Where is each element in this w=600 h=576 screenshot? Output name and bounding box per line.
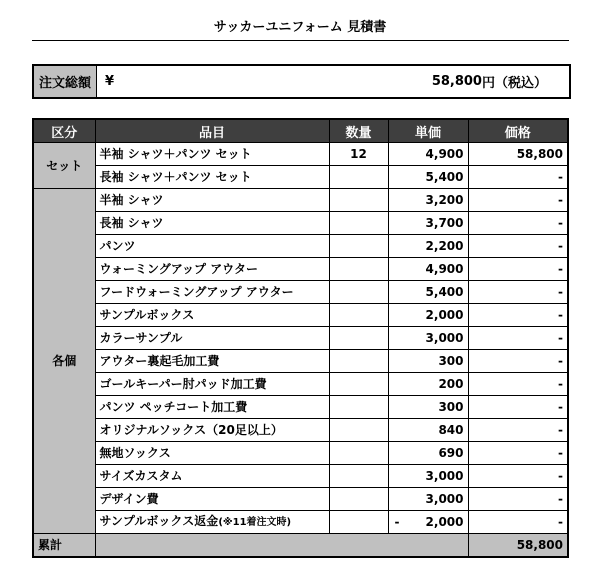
price-cell: - — [468, 189, 568, 212]
unit-price-cell: 200 — [388, 373, 468, 396]
item-cell — [95, 511, 329, 534]
table-row — [33, 419, 568, 442]
estimate-table — [32, 118, 569, 558]
unit-price-cell: 2,000 — [388, 304, 468, 327]
price-cell: - — [468, 465, 568, 488]
unit-price-cell: 4,900 — [388, 258, 468, 281]
item-cell: パンツ ペッチコート加工費 — [95, 396, 329, 419]
unit-price-cell: 840 — [388, 419, 468, 442]
order-total-amount — [165, 66, 569, 97]
grand-total-row — [33, 534, 568, 558]
item-cell: 半袖 シャツ — [95, 189, 329, 212]
quantity-cell[interactable] — [329, 511, 388, 534]
table-row — [33, 281, 568, 304]
category-cell: 各個 — [33, 189, 95, 534]
price-cell: - — [468, 442, 568, 465]
unit-price-cell: 3,000 — [388, 327, 468, 350]
item-cell: パンツ — [95, 235, 329, 258]
estimate-table-body — [33, 143, 568, 558]
grand-total-spacer — [95, 534, 468, 558]
currency-symbol: ¥ — [105, 74, 115, 89]
item-cell: オリジナルソックス（20足以上） — [95, 419, 329, 442]
quantity-cell[interactable] — [329, 189, 388, 212]
item-cell: 長袖 シャツ — [95, 212, 329, 235]
item-cell: ウォーミングアップ アウター — [95, 258, 329, 281]
item-cell: カラーサンプル — [95, 327, 329, 350]
quantity-cell[interactable] — [329, 166, 388, 189]
item-cell: ゴールキーパー肘パッド加工費 — [95, 373, 329, 396]
title-underline — [32, 40, 569, 41]
item-cell: サンプルボックス — [95, 304, 329, 327]
table-row — [33, 166, 568, 189]
unit-price-cell: 5,400 — [388, 166, 468, 189]
table-row — [33, 373, 568, 396]
price-cell: 58,800 — [468, 143, 568, 166]
quantity-cell[interactable] — [329, 373, 388, 396]
item-cell: 半袖 シャツ＋パンツ セット — [95, 143, 329, 166]
table-row — [33, 350, 568, 373]
table-row — [33, 442, 568, 465]
quantity-cell[interactable] — [329, 281, 388, 304]
quantity-cell[interactable] — [329, 488, 388, 511]
unit-price-cell: 300 — [388, 396, 468, 419]
header-price: 価格 — [468, 119, 568, 143]
table-row — [33, 189, 568, 212]
quantity-cell[interactable] — [329, 327, 388, 350]
table-header-row — [33, 119, 568, 143]
header-quantity: 数量 — [329, 119, 388, 143]
price-cell: - — [468, 235, 568, 258]
refund-item-note: (※11着注文時) — [218, 517, 292, 528]
price-cell: - — [468, 396, 568, 419]
unit-price-cell: 3,000 — [388, 488, 468, 511]
quantity-cell[interactable] — [329, 442, 388, 465]
quantity-cell[interactable] — [329, 235, 388, 258]
header-item: 品目 — [95, 119, 329, 143]
table-row — [33, 143, 568, 166]
quantity-cell[interactable] — [329, 258, 388, 281]
quantity-cell[interactable] — [329, 419, 388, 442]
table-row — [33, 396, 568, 419]
quantity-cell[interactable] — [329, 465, 388, 488]
grand-total-label: 累計 — [33, 534, 95, 558]
item-cell: アウター裏起毛加工費 — [95, 350, 329, 373]
table-row — [33, 212, 568, 235]
item-cell: フードウォーミングアップ アウター — [95, 281, 329, 304]
quantity-cell[interactable] — [329, 350, 388, 373]
category-cell: セット — [33, 143, 95, 189]
grand-total-amount: 58,800 — [468, 534, 568, 558]
price-cell: - — [468, 258, 568, 281]
price-cell: - — [468, 304, 568, 327]
order-total-value: 58,800 — [431, 74, 482, 89]
table-row — [33, 488, 568, 511]
price-cell: - — [468, 419, 568, 442]
minus-sign: - — [394, 515, 400, 529]
table-row — [33, 235, 568, 258]
header-unit-price: 単価 — [388, 119, 468, 143]
price-cell: - — [468, 350, 568, 373]
unit-price-cell: 4,900 — [388, 143, 468, 166]
unit-price-cell — [388, 511, 468, 534]
table-row — [33, 304, 568, 327]
quantity-cell[interactable] — [329, 212, 388, 235]
quantity-cell[interactable] — [329, 396, 388, 419]
header-category: 区分 — [33, 119, 95, 143]
price-cell: - — [468, 327, 568, 350]
item-cell: 無地ソックス — [95, 442, 329, 465]
order-total-box — [32, 64, 571, 99]
price-cell: - — [468, 488, 568, 511]
table-row — [33, 258, 568, 281]
refund-price: 2,000 — [425, 515, 464, 529]
table-row — [33, 327, 568, 350]
price-cell: - — [468, 212, 568, 235]
refund-item-label: サンプルボックス返金 — [99, 514, 219, 528]
table-row — [33, 465, 568, 488]
item-cell: デザイン費 — [95, 488, 329, 511]
quantity-cell[interactable] — [329, 304, 388, 327]
item-cell: サイズカスタム — [95, 465, 329, 488]
price-cell: - — [468, 166, 568, 189]
unit-price-cell: 300 — [388, 350, 468, 373]
price-cell: - — [468, 373, 568, 396]
item-cell: 長袖 シャツ＋パンツ セット — [95, 166, 329, 189]
unit-price-cell: 3,700 — [388, 212, 468, 235]
unit-price-cell: 690 — [388, 442, 468, 465]
quantity-cell[interactable]: 12 — [329, 143, 388, 166]
unit-price-cell: 3,200 — [388, 189, 468, 212]
refund-row — [33, 511, 568, 534]
document-title: サッカーユニフォーム 見積書 — [213, 20, 387, 35]
order-total-suffix: 円（税込） — [481, 76, 547, 91]
price-cell: - — [468, 511, 568, 534]
unit-price-cell: 3,000 — [388, 465, 468, 488]
order-total-label: 注文総額 — [34, 66, 97, 97]
unit-price-cell: 5,400 — [388, 281, 468, 304]
price-cell: - — [468, 281, 568, 304]
unit-price-cell: 2,200 — [388, 235, 468, 258]
